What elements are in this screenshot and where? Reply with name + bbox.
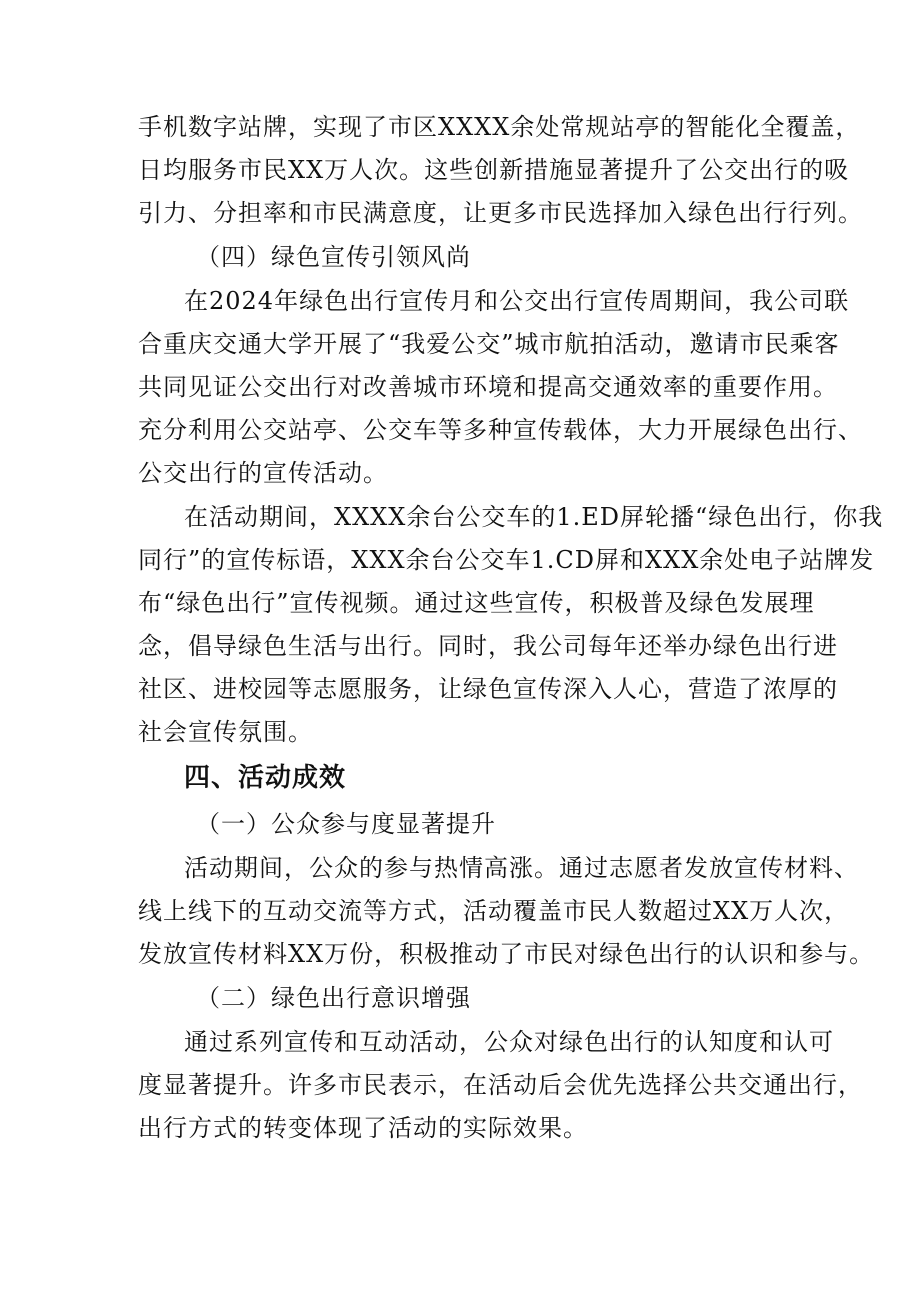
subsection-heading: （二）绿色出行意识增强: [196, 984, 471, 1012]
paragraph-line: 引力、分担率和市民满意度，让更多市民选择加入绿色出行行列。: [138, 199, 863, 227]
paragraph-line: 布“绿色出行”宣传视频。通过这些宣传，积极普及绿色发展理: [138, 589, 815, 617]
paragraph-line: 念，倡导绿色生活与出行。同时，我公司每年还举办绿色出行进: [138, 632, 838, 660]
paragraph-line: 共同见证公交出行对改善城市环境和提高交通效率的重要作用。: [138, 373, 838, 401]
paragraph-line: 同行”的宣传标语，XXX余台公交车1.CD屏和XXX余处电子站牌发: [138, 546, 875, 574]
paragraph-line: 在活动期间，XXXX余台公交车的1.ED屏轮播“绿色出行，你我: [184, 503, 884, 531]
section-heading: 四、活动成效: [184, 763, 347, 793]
paragraph-line: 活动期间，公众的参与热情高涨。通过志愿者发放宣传材料、: [184, 854, 859, 882]
subsection-heading: （一）公众参与度显著提升: [196, 810, 496, 838]
paragraph-line: 社会宣传氛围。: [138, 718, 313, 746]
paragraph-line: 日均服务市民XX万人次。这些创新措施显著提升了公交出行的吸: [138, 156, 850, 184]
paragraph-line: 度显著提升。许多市民表示，在活动后会优先选择公共交通出行，: [138, 1071, 863, 1099]
paragraph-line: 手机数字站牌，实现了市区XXXX余处常规站亭的智能化全覆盖，: [138, 113, 861, 141]
subsection-heading: （四）绿色宣传引领风尚: [196, 243, 471, 271]
paragraph-line: 公交出行的宣传活动。: [138, 459, 388, 487]
paragraph-line: 社区、进校园等志愿服务，让绿色宣传深入人心，营造了浓厚的: [138, 675, 838, 703]
paragraph-line: 合重庆交通大学开展了“我爱公交”城市航拍活动，邀请市民乘客: [138, 330, 840, 358]
paragraph-line: 充分利用公交站亭、公交车等多种宣传载体，大力开展绿色出行、: [138, 416, 863, 444]
paragraph-line: 在2024年绿色出行宣传月和公交出行宣传周期间，我公司联: [184, 287, 850, 315]
paragraph-line: 出行方式的转变体现了活动的实际效果。: [138, 1114, 588, 1142]
paragraph-line: 发放宣传材料XX万份，积极推动了市民对绿色出行的认识和参与。: [138, 940, 875, 968]
paragraph-line: 线上线下的互动交流等方式，活动覆盖市民人数超过XX万人次，: [138, 897, 850, 925]
paragraph-line: 通过系列宣传和互动活动，公众对绿色出行的认知度和认可: [184, 1028, 834, 1056]
